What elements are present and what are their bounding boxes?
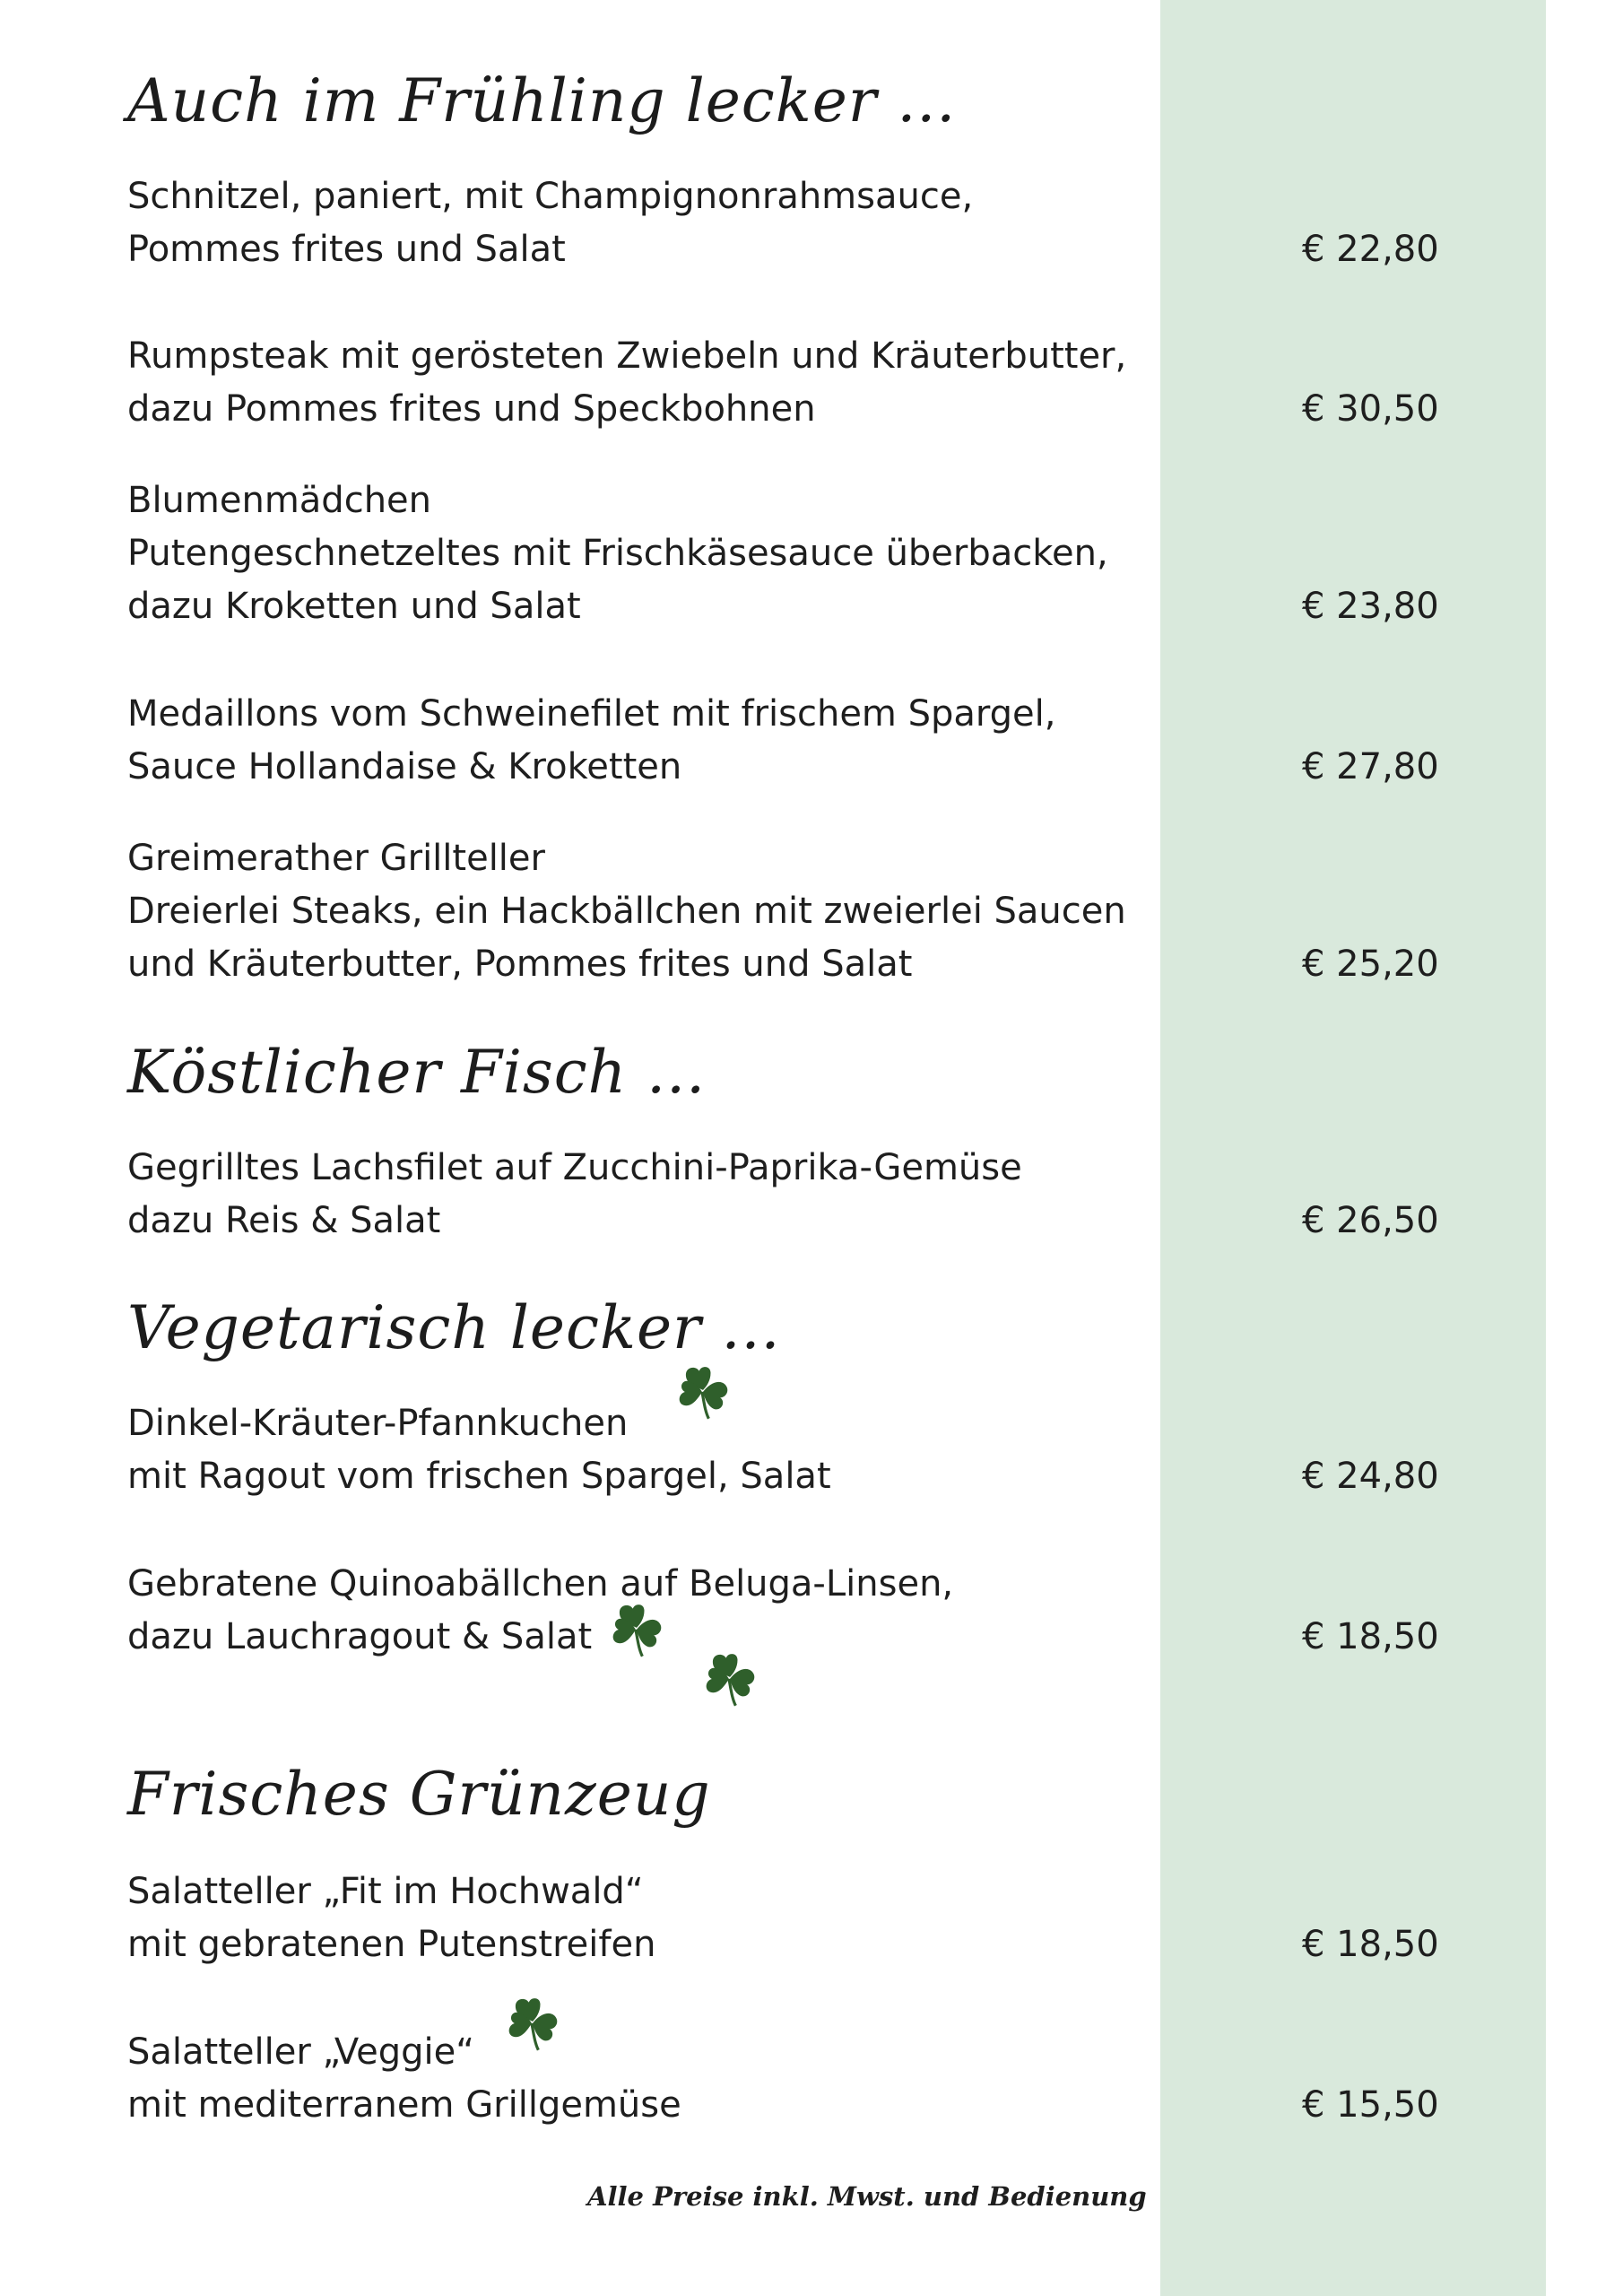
item-line: Dreierlei Steaks, ein Hackbällchen mit zweierlei Saucen [127, 891, 1126, 932]
item-price: € 27,80 [1302, 746, 1439, 787]
shamrock-icon [502, 1993, 563, 2054]
item-line: dazu Lauchragout & Salat [127, 1616, 593, 1657]
price-note: Alle Preise inkl. Mwst. und Bedienung [587, 2181, 1147, 2212]
shamrock-icon [673, 1361, 733, 1422]
item-line: Schnitzel, paniert, mit Champignonrahmsauce, [127, 176, 974, 217]
item-line: Dinkel-Kräuter-Pfannkuchen [127, 1403, 629, 1444]
item-line: dazu Reis & Salat [127, 1200, 441, 1241]
item-line: Gebratene Quinoabällchen auf Beluga-Linsen, [127, 1563, 954, 1605]
item-line: mit mediterranem Grillgemüse [127, 2084, 681, 2126]
item-price: € 30,50 [1302, 388, 1439, 430]
item-price: € 23,80 [1302, 586, 1439, 627]
item-price: € 26,50 [1302, 1200, 1439, 1241]
item-line: mit Ragout vom frischen Spargel, Salat [127, 1456, 831, 1497]
item-price: € 18,50 [1302, 1924, 1439, 1965]
item-price: € 24,80 [1302, 1456, 1439, 1497]
section-heading-fisch: Köstlicher Fisch ... [127, 1038, 707, 1107]
shamrock-icon [606, 1599, 667, 1660]
item-line: Greimerather Grillteller [127, 838, 545, 879]
item-line: und Kräuterbutter, Pommes frites und Salat [127, 944, 913, 985]
shamrock-icon [699, 1648, 760, 1709]
section-heading-gruenzeug: Frisches Grünzeug [127, 1760, 711, 1829]
item-line: dazu Pommes frites und Speckbohnen [127, 388, 816, 430]
section-heading-vegetarisch: Vegetarisch lecker ... [127, 1293, 781, 1362]
item-line: Pommes frites und Salat [127, 229, 566, 270]
section-heading-fruehling: Auch im Frühling lecker ... [127, 66, 957, 135]
item-price: € 22,80 [1302, 229, 1439, 270]
item-line: mit gebratenen Putenstreifen [127, 1924, 656, 1965]
item-line: Salatteller „Fit im Hochwald“ [127, 1871, 644, 1912]
item-price: € 25,20 [1302, 944, 1439, 985]
item-price: € 18,50 [1302, 1616, 1439, 1657]
item-price: € 15,50 [1302, 2084, 1439, 2126]
item-line: Medaillons vom Schweinefilet mit frischem Spargel, [127, 693, 1056, 735]
item-line: Gegrilltes Lachsfilet auf Zucchini-Paprika-Gemüse [127, 1147, 1022, 1188]
item-line: Salatteller „Veggie“ [127, 2031, 474, 2073]
item-line: Sauce Hollandaise & Kroketten [127, 746, 682, 787]
item-line: dazu Kroketten und Salat [127, 586, 581, 627]
item-line: Rumpsteak mit gerösteten Zwiebeln und Kräuterbutter, [127, 335, 1127, 377]
item-line: Putengeschnetzeltes mit Frischkäsesauce überbacken, [127, 533, 1108, 574]
item-line: Blumenmädchen [127, 480, 432, 521]
